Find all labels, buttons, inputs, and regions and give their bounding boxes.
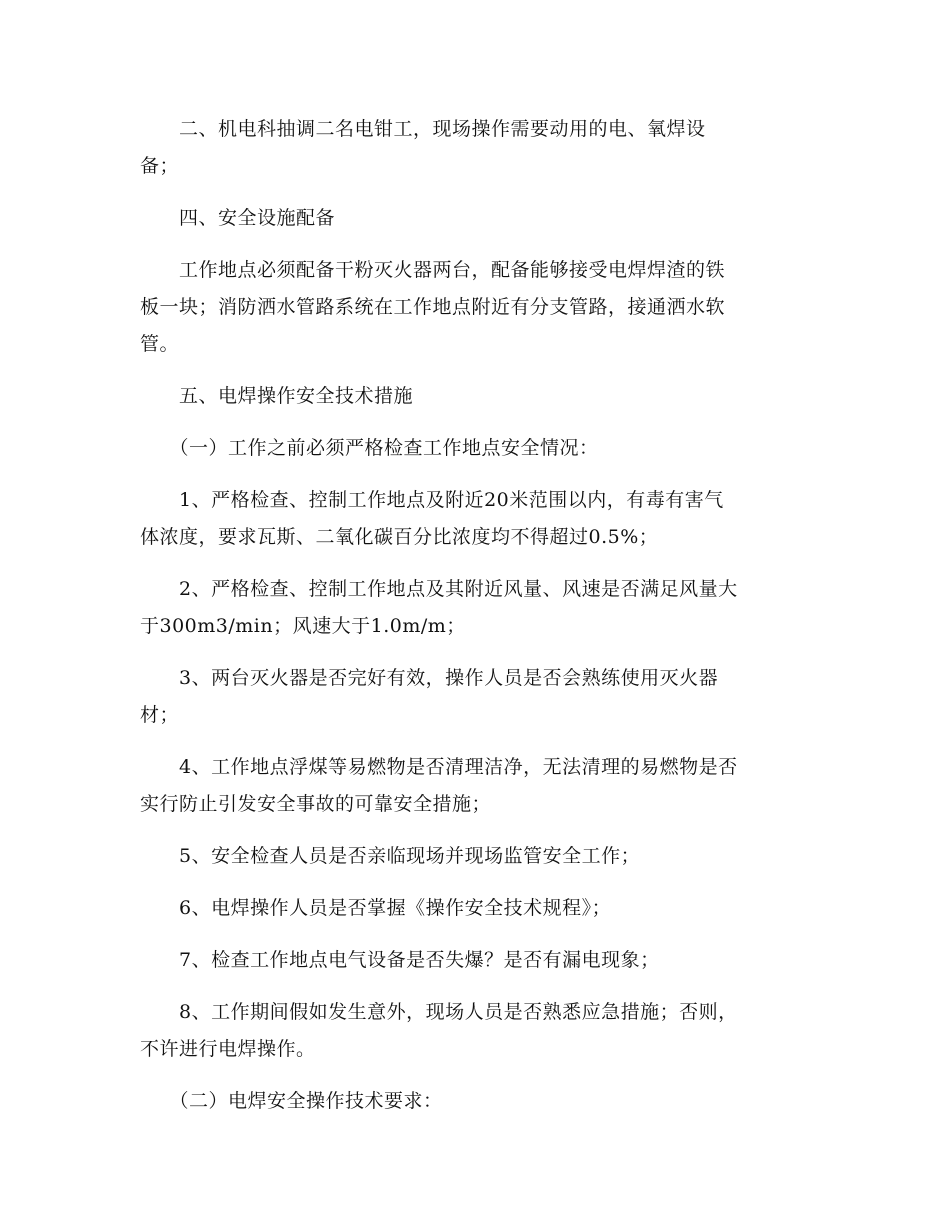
subsection-heading: （二）电焊安全操作技术要求： bbox=[140, 1090, 443, 1112]
list-item: 5、安全检查人员是否亲临现场并现场监管安全工作； bbox=[140, 845, 641, 867]
subsection-heading: （一）工作之前必须严格检查工作地点安全情况： bbox=[140, 437, 599, 459]
text-line: 板一块；消防洒水管路系统在工作地点附近有分支管路，接通洒水软 bbox=[140, 296, 726, 318]
list-item: 6、电焊操作人员是否掌握《操作安全技术规程》； bbox=[140, 897, 612, 919]
list-item: 4、工作地点浮煤等易燃物是否清理洁净，无法清理的易燃物是否 bbox=[140, 756, 738, 778]
section-heading: 四、安全设施配备 bbox=[140, 207, 336, 229]
list-item: 1、严格检查、控制工作地点及附近20米范围以内，有毒有害气 bbox=[140, 489, 724, 511]
list-item-continuation: 材； bbox=[140, 704, 180, 726]
list-item: 3、两台灭火器是否完好有效，操作人员是否会熟练使用灭火器 bbox=[140, 667, 719, 689]
list-item-continuation: 体浓度，要求瓦斯、二氧化碳百分比浓度均不得超过0.5%； bbox=[140, 526, 659, 548]
text-line: 工作地点必须配备干粉灭火器两台，配备能够接受电焊焊渣的铁 bbox=[140, 259, 726, 281]
section-heading: 五、电焊操作安全技术措施 bbox=[140, 385, 414, 407]
text-line: 二、机电科抽调二名电钳工，现场操作需要动用的电、氧焊设 bbox=[140, 118, 706, 140]
list-item: 7、检查工作地点电气设备是否失爆？是否有漏电现象； bbox=[140, 949, 660, 971]
text-line: 管。 bbox=[140, 333, 180, 355]
list-item: 2、严格检查、控制工作地点及其附近风量、风速是否满足风量大 bbox=[140, 578, 738, 600]
text-line: 备； bbox=[140, 155, 180, 177]
list-item-continuation: 于300m3/min；风速大于1.0m/m； bbox=[140, 615, 466, 637]
list-item-continuation: 不许进行电焊操作。 bbox=[140, 1038, 316, 1060]
list-item-continuation: 实行防止引发安全事故的可靠安全措施； bbox=[140, 793, 492, 815]
list-item: 8、工作期间假如发生意外，现场人员是否熟悉应急措施；否则， bbox=[140, 1001, 738, 1023]
